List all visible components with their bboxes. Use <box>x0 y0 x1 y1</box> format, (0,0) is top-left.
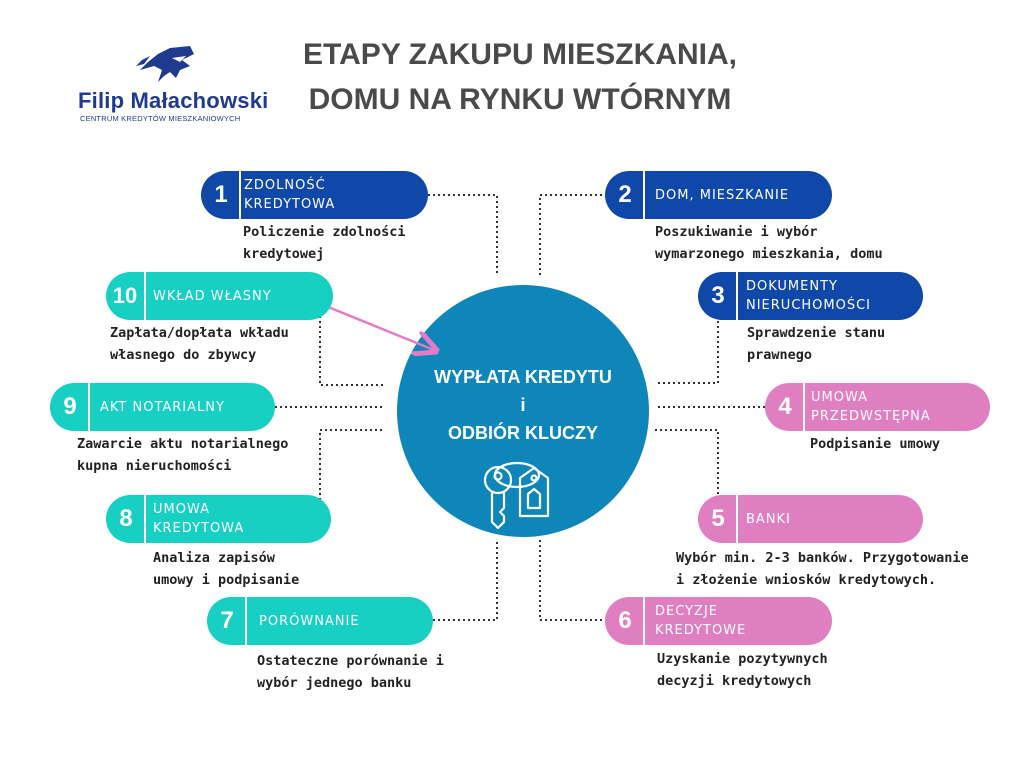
step-9-label: AKT NOTARIALNY <box>100 399 225 415</box>
step-2-label: DOM, MIESZKANIE <box>655 187 790 203</box>
step-3-separator <box>736 272 738 320</box>
step-3-pill <box>698 272 923 320</box>
step-1-separator <box>239 171 241 219</box>
connector-step-2 <box>540 195 605 275</box>
step-5-description: Wybór min. 2-3 banków. Przygotowanie i złożenie wniosków kredytowych. <box>676 550 969 588</box>
step-7-separator <box>245 597 247 645</box>
center-title-line-2: i <box>520 395 526 415</box>
step-7-label: PORÓWNANIE <box>259 613 360 629</box>
step-8-pill <box>106 495 331 543</box>
step-6-separator <box>643 597 645 645</box>
step-9-pill <box>50 383 275 431</box>
connector-step-6 <box>540 540 605 620</box>
step-3-number: 3 <box>711 282 725 309</box>
connector-step-7 <box>433 540 497 620</box>
step-6-label: DECYZJE KREDYTOWE <box>655 604 747 638</box>
center-title-line-1: WYPŁATA KREDYTU <box>434 367 612 387</box>
step-2-description: Poszukiwanie i wybór wymarzonego mieszkania, domu <box>655 224 883 262</box>
step-5-label: BANKI <box>746 511 791 527</box>
step-7-pill <box>207 597 433 645</box>
step-8-number: 8 <box>119 505 133 532</box>
step-4-label: UMOWA PRZEDWSTĘPNA <box>811 390 931 424</box>
step-8-label: UMOWA KREDYTOWA <box>153 502 245 536</box>
step-1-description: Policzenie zdolności kredytowej <box>243 224 406 262</box>
step-1-number: 1 <box>214 181 228 208</box>
step-5-separator <box>736 495 738 543</box>
step-1-label: ZDOLNOŚĆ KREDYTOWA <box>244 178 336 212</box>
step-6-number: 6 <box>618 607 632 634</box>
page-title-line-2: DOMU NA RYNKU WTÓRNYM <box>308 83 732 116</box>
step-10-separator <box>144 272 146 320</box>
step-4-separator <box>803 383 805 431</box>
step-6-pill <box>605 597 832 645</box>
step-6-description: Uzyskanie pozytywnych decyzji kredytowych <box>657 651 828 689</box>
page-title-line-1: ETAPY ZAKUPU MIESZKANIA, <box>303 38 737 71</box>
step-10-pill <box>106 272 333 320</box>
step-5-pill <box>698 495 923 543</box>
step-9-description: Zawarcie aktu notarialnego kupna nieruchomości <box>77 436 289 474</box>
logo-eagle-icon <box>136 46 194 82</box>
step-7-number: 7 <box>220 607 234 634</box>
step-2-separator <box>643 171 645 219</box>
step-4-pill <box>765 383 990 431</box>
step-2-number: 2 <box>618 181 632 208</box>
step-3-label: DOKUMENTY NIERUCHOMOŚCI <box>746 279 872 313</box>
step-10-label: WKŁAD WŁASNY <box>153 288 272 304</box>
step-10-description: Zapłata/dopłata wkładu własnego do zbywcy <box>110 325 289 363</box>
step-4-description: Podpisanie umowy <box>810 436 941 452</box>
connector-step-10 <box>320 296 385 385</box>
step-5-number: 5 <box>711 505 725 532</box>
step-2-pill <box>605 171 832 219</box>
step-9-number: 9 <box>63 393 77 420</box>
step-8-description: Analiza zapisów umowy i podpisanie <box>153 550 300 588</box>
step-3-description: Sprawdzenie stanu prawnego <box>747 325 886 363</box>
center-title-line-3: ODBIÓR KLUCZY <box>448 423 598 443</box>
step-8-separator <box>144 495 146 543</box>
step-7-description: Ostateczne porównanie i wybór jednego banku <box>257 653 444 691</box>
logo-subtitle: CENTRUM KREDYTÓW MIESZKANIOWYCH <box>80 114 241 123</box>
step-9-separator <box>88 383 90 431</box>
logo-name: Filip Małachowski <box>78 88 269 113</box>
connector-step-1 <box>428 195 497 275</box>
connector-step-8 <box>320 430 385 519</box>
step-10-number: 10 <box>112 283 138 308</box>
step-4-number: 4 <box>778 393 792 420</box>
step-1-pill <box>201 171 428 219</box>
